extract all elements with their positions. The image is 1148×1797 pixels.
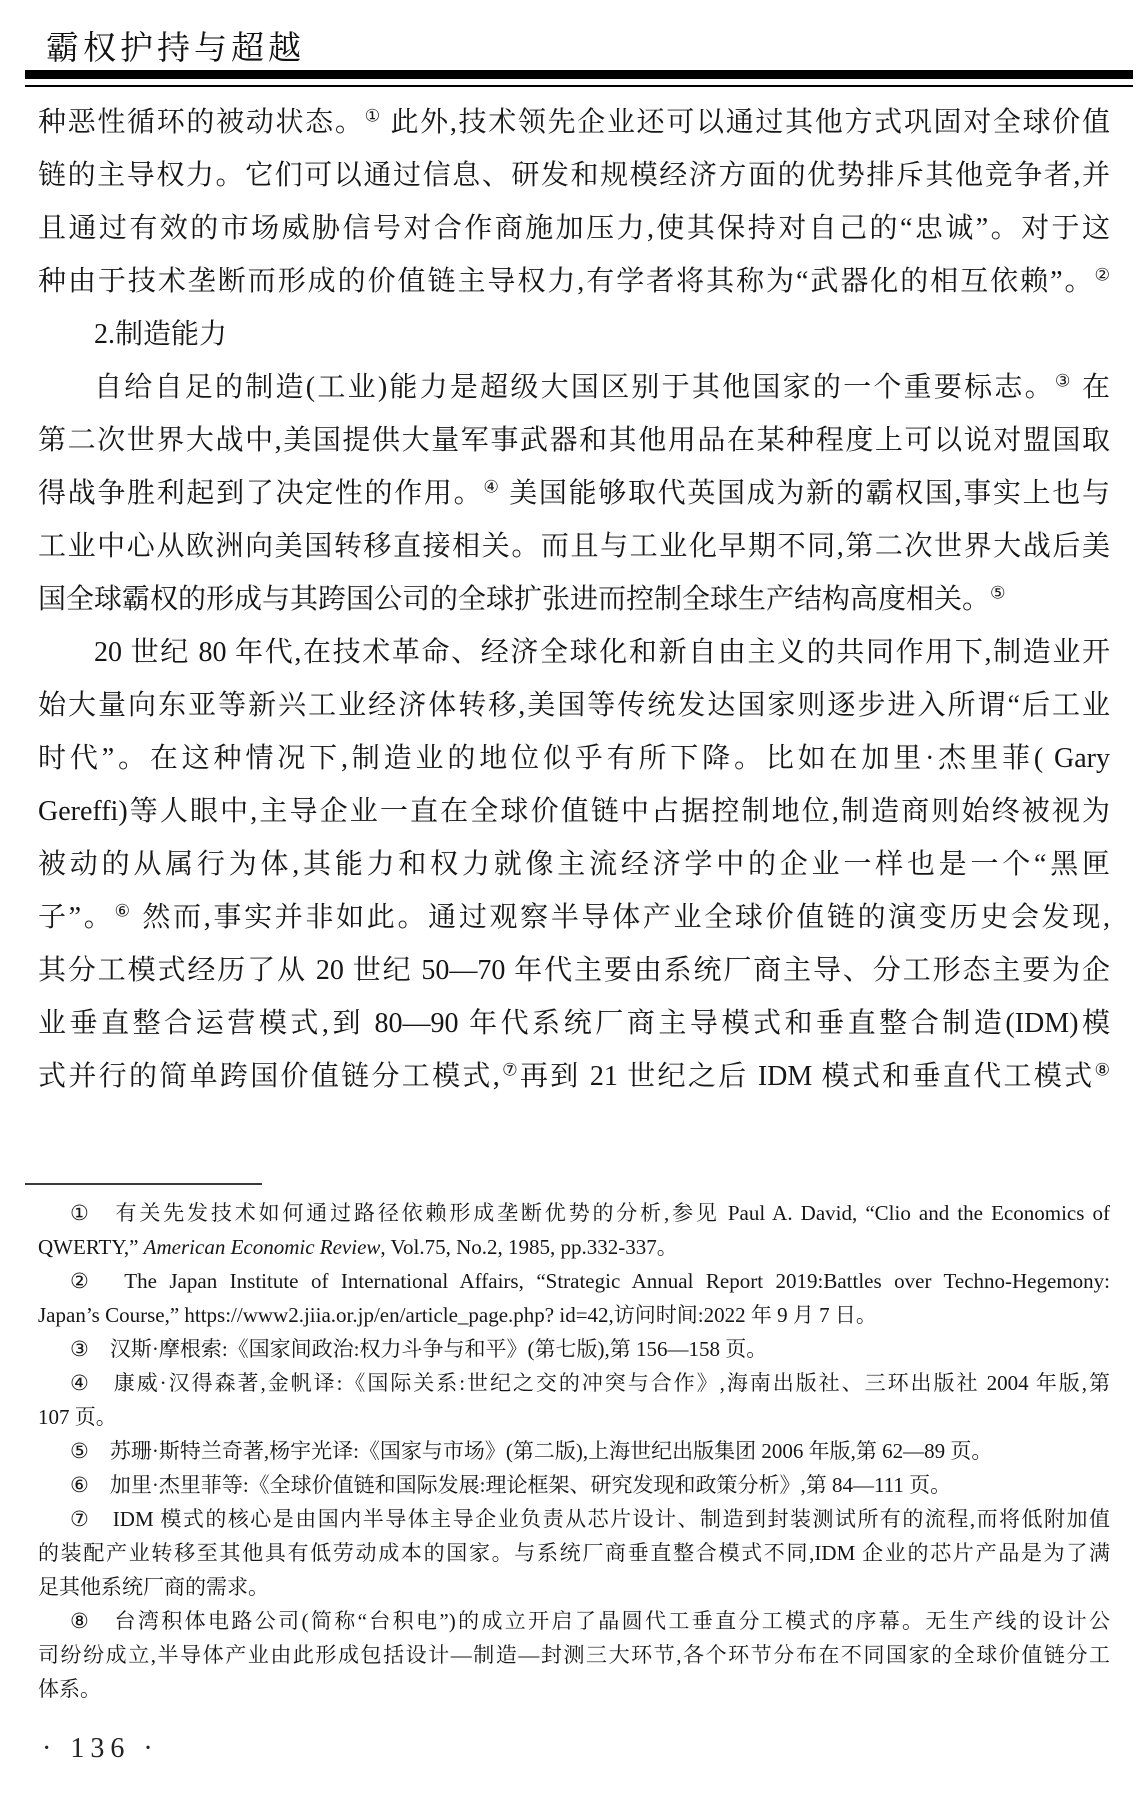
paragraph-manufacturing: [38, 361, 1110, 626]
text-segment: 的装配产业转移至其他具有低劳动成本的国家。与系统厂商垂直整合模式不同,IDM 企业的芯片产品是为了满: [38, 1541, 1110, 1565]
text-segment: 子”。: [38, 902, 115, 933]
text-segment: 然而,事实并非如此。通过观察半导体产业全球价值链的演变历史会发现,: [132, 902, 1111, 933]
text-segment: 国全球霸权的形成与其跨国公司的全球扩张进而控制全球生产结构高度相关。: [38, 584, 991, 615]
text-segment: ⑦ IDM 模式的核心是由国内半导体主导企业负责从芯片设计、制造到封装测试所有的流程,而将低附加值: [70, 1507, 1110, 1531]
text-line: [38, 1230, 1110, 1264]
footnote-3: [38, 1332, 1110, 1366]
italic-text: American Economic Review: [143, 1235, 381, 1259]
footnote-8: [38, 1604, 1110, 1706]
text-line: [38, 149, 1110, 202]
text-line: [38, 1502, 1110, 1536]
text-line: [38, 1468, 1110, 1502]
footnote-2: [38, 1264, 1110, 1332]
text-line: [38, 202, 1110, 255]
paragraph-value-chain-power: [38, 96, 1110, 308]
text-line: [38, 1638, 1110, 1672]
text-line: [38, 626, 1110, 679]
text-line: [38, 1536, 1110, 1570]
text-segment: 第二次世界大战中,美国提供大量军事武器和其他用品在某种程度上可以说对盟国取: [38, 425, 1110, 456]
text-segment: 链的主导权力。它们可以通过信息、研发和规模经济方面的优势排斥其他竞争者,并: [38, 160, 1110, 191]
footnote-4: [38, 1366, 1110, 1434]
page-number: · 136 ·: [42, 1733, 159, 1764]
text-line: [38, 679, 1110, 732]
text-segment: 自给自足的制造(工业)能力是超级大国区别于其他国家的一个重要标志。: [94, 372, 1055, 403]
footnote-ref-marker: ④: [483, 477, 501, 497]
running-head: 霸权护持与超越: [46, 31, 305, 67]
text-line: [38, 1672, 1110, 1706]
header-rule-thick: [25, 70, 1133, 79]
text-segment: 再到 21 世纪之后 IDM 模式和垂直代工模式: [519, 1061, 1095, 1092]
footnote-6: [38, 1468, 1110, 1502]
text-line: [38, 891, 1110, 944]
footnote-7: [38, 1502, 1110, 1604]
footnote-5: [38, 1434, 1110, 1468]
text-line: [38, 1332, 1110, 1366]
text-segment: 工业中心从欧洲向美国转移直接相关。而且与工业化早期不同,第二次世界大战后美: [38, 531, 1110, 562]
text-line: [38, 255, 1110, 308]
text-segment: 且通过有效的市场威胁信号对合作商施加压力,使其保持对自己的“忠诚”。对于这: [38, 213, 1110, 244]
text-line: [38, 308, 1110, 361]
text-line: [38, 838, 1110, 891]
text-line: [38, 467, 1110, 520]
text-segment: 司纷纷成立,半导体产业由此形成包括设计—制造—封测三大环节,各个环节分布在不同国家的全球价值链分工: [38, 1643, 1110, 1667]
text-segment: 种由于技术垄断而形成的价值链主导权力,有学者将其称为“武器化的相互依赖”。: [38, 266, 1095, 297]
footnote-ref-marker: ③: [1054, 371, 1073, 391]
footnote-ref-marker: ⑧: [1094, 1060, 1110, 1080]
text-segment: ⑤ 苏珊·斯特兰奇著,杨宇光译:《国家与市场》(第二版),上海世纪出版集团 2006 年版,第 62—89 页。: [70, 1439, 993, 1463]
text-segment: 美国能够取代英国成为新的霸权国,事实上也与: [500, 478, 1110, 509]
text-segment: ⑥ 加里·杰里菲等:《全球价值链和国际发展:理论框架、研究发现和政策分析》,第 84—111 页。: [70, 1473, 952, 1497]
text-segment: 107 页。: [38, 1405, 117, 1429]
text-line: [38, 1050, 1110, 1103]
text-segment: 在: [1072, 372, 1111, 403]
text-segment: 体系。: [38, 1677, 101, 1701]
header-rule-thin: [25, 85, 1133, 87]
text-segment: 被动的从属行为体,其能力和权力就像主流经济学中的企业一样也是一个“黑匣: [38, 849, 1110, 880]
text-segment: ② The Japan Institute of International Affairs, “Strategic Annual Report 2019:Battles over Techno-Hegemony:: [70, 1269, 1110, 1293]
text-line: [38, 1196, 1110, 1230]
text-line: [38, 997, 1110, 1050]
text-segment: 式并行的简单跨国价值链分工模式,: [38, 1061, 500, 1092]
text-line: [38, 732, 1110, 785]
text-segment: 始大量向东亚等新兴工业经济体转移,美国等传统发达国家则逐步进入所谓“后工业: [38, 690, 1110, 721]
text-segment: ⑧ 台湾积体电路公司(简称“台积电”)的成立开启了晶圆代工垂直分工模式的序幕。无生产线的设计公: [70, 1609, 1110, 1633]
text-line: [38, 1298, 1110, 1332]
text-segment: Gereffi)等人眼中,主导企业一直在全球价值链中占据控制地位,制造商则始终被视为: [38, 796, 1110, 827]
text-segment: 足其他系统厂商的需求。: [38, 1575, 269, 1599]
footnote-ref-marker: ①: [364, 106, 382, 126]
text-line: [38, 785, 1110, 838]
text-segment: 种恶性循环的被动状态。: [38, 107, 365, 138]
text-line: [38, 1366, 1110, 1400]
footnote-ref-marker: ⑥: [114, 901, 133, 921]
text-segment: 时代”。在这种情况下,制造业的地位似乎有所下降。比如在加里·杰里菲( Gary: [38, 743, 1110, 774]
text-segment: 得战争胜利起到了决定性的作用。: [38, 478, 484, 509]
paragraph-1980s-shift: [38, 626, 1110, 1103]
text-line: [38, 520, 1110, 573]
text-segment: ③ 汉斯·摩根索:《国家间政治:权力斗争与和平》(第七版),第 156—158 页。: [70, 1337, 768, 1361]
text-segment: 2.制造能力: [94, 319, 228, 350]
text-line: [38, 1604, 1110, 1638]
footnotes: [38, 1196, 1110, 1706]
text-segment: 其分工模式经历了从 20 世纪 50—70 年代主要由系统厂商主导、分工形态主要为企: [38, 955, 1110, 986]
text-segment: 20 世纪 80 年代,在技术革命、经济全球化和新自由主义的共同作用下,制造业开: [94, 637, 1110, 668]
section-heading: [38, 308, 1110, 361]
text-segment: Japan’s Course,” https://www2.jiia.or.jp/en/article_page.php? id=42,访问时间:2022 年 9 月 7 日。: [38, 1303, 877, 1327]
footnote-ref-marker: ⑦: [499, 1060, 520, 1080]
text-segment: ① 有关先发技术如何通过路径依赖形成垄断优势的分析,参见 Paul A. David, “Clio and the Economics of: [70, 1201, 1110, 1225]
text-line: [38, 1434, 1110, 1468]
text-line: [38, 944, 1110, 997]
footnote-1: [38, 1196, 1110, 1264]
text-segment: 业垂直整合运营模式,到 80—90 年代系统厂商主导模式和垂直整合制造(IDM)模: [38, 1008, 1110, 1039]
text-segment: , Vol.75, No.2, 1985, pp.332-337。: [380, 1235, 678, 1259]
footnote-ref-marker: ⑤: [990, 583, 1006, 603]
text-line: [38, 1570, 1110, 1604]
text-line: [38, 361, 1110, 414]
text-line: [38, 96, 1110, 149]
text-line: [38, 1400, 1110, 1434]
text-segment: 此外,技术领先企业还可以通过其他方式巩固对全球价值: [381, 107, 1110, 138]
text-segment: ④ 康威·汉得森著,金帆译:《国际关系:世纪之交的冲突与合作》,海南出版社、三环出版社 2004 年版,第: [70, 1371, 1110, 1395]
footnote-separator: [25, 1183, 262, 1185]
text-line: [38, 1264, 1110, 1298]
text-line: [38, 414, 1110, 467]
text-segment: QWERTY,”: [38, 1235, 144, 1259]
footnote-ref-marker: ②: [1094, 265, 1110, 285]
text-line: [38, 573, 1110, 626]
body-text: [38, 96, 1110, 1103]
